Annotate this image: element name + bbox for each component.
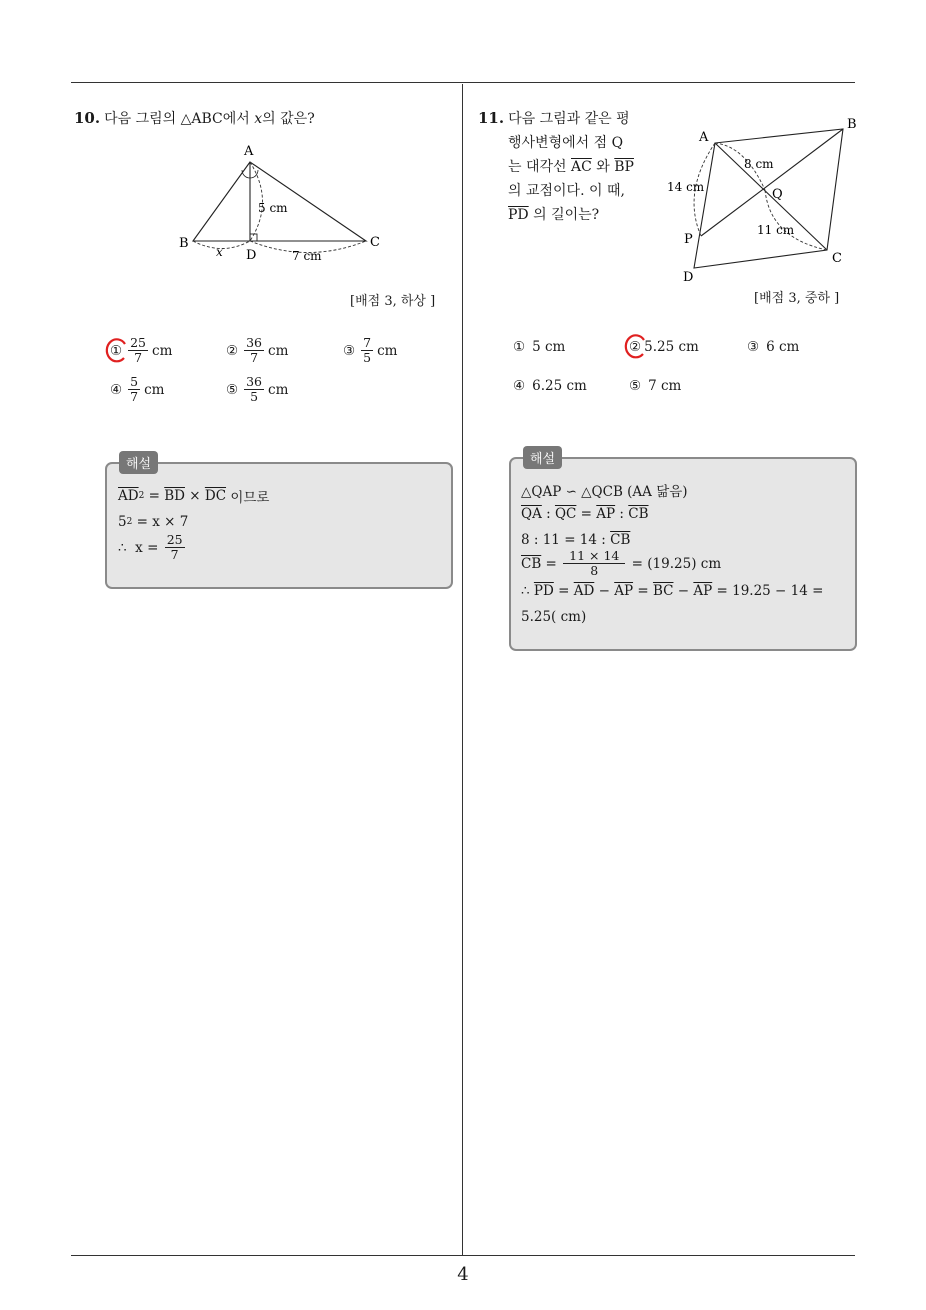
q11-fig-label-p: P [684,232,693,247]
q11-solution-line-5: ∴ $\overline{PD}$ = $\overline{AD}$ − $\overline{AP}$ = $\overline{BC}$ − $\overline{AP}$ = 19.25 − 14 = [521,583,824,599]
q10-solution-line-3: ∴ x = $\frac{25}{7}$ [118,532,183,562]
q10-option-3[interactable]: ③ $\frac{7}{5}$ cm [343,335,398,365]
q11-selected-circle [623,332,649,360]
q10-option-2[interactable]: ② $\frac{36}{7}$ cm [226,335,289,365]
option-fraction: $\frac{7}{5}$ [363,335,372,365]
q11-fig-label-b: B [847,117,857,132]
option-fraction: $\frac{25}{7}$ [130,335,147,365]
q10-triangle-figure [170,140,400,270]
q10-option-5[interactable]: ⑤ $\frac{36}{5}$ cm [226,374,289,404]
q11-solution-line-4: $\overline{CB}$ = $\frac{11 \times 14}{8}$ = (19.25) cm [521,548,722,578]
q10-option-4[interactable]: ④ $\frac{5}{7}$ cm [110,374,165,404]
q11-solution-line-2: $\overline{QA}$ : $\overline{QC}$ = $\overline{AP}$ : $\overline{CB}$ [521,506,649,522]
option-fraction: $\frac{36}{7}$ [246,335,263,365]
top-rule [71,82,855,83]
option-fraction: $\frac{5}{7}$ [130,374,139,404]
q10-number: 10. [74,109,101,127]
q11-option-3[interactable]: ③ 6 cm [747,339,800,355]
q11-fig-label-a: A [699,130,709,145]
column-divider [462,84,463,1256]
q10-option-1[interactable]: ① $\frac{25}{7}$ cm [110,335,173,365]
q10-solution-line-1: $\overline{AD}$ 2 = $\overline{BD}$ × $\overline{DC}$ 이므로 [118,488,270,506]
q10-fig-label-bd: x [216,245,223,259]
q10-fig-label-d: D [246,248,257,263]
q11-solution-line-3: 8 : 11 = 14 : $\overline{CB}$ [521,532,631,548]
bottom-rule [71,1255,855,1256]
q11-fig-label-c: C [832,251,842,266]
option-mark: ② [226,342,239,359]
q11-fig-label-d: D [683,270,694,285]
option-mark: ③ [343,342,356,359]
q11-fig-label-q: Q [772,187,783,202]
q10-fig-label-a: A [244,144,254,159]
q11-option-1[interactable]: ① 5 cm [513,339,566,355]
q10-solution-tag: 해설 [119,451,158,474]
q10-selected-circle [104,336,130,364]
q10-fig-label-b: B [179,236,189,251]
q11-parallelogram-figure [660,110,870,290]
q11-option-2[interactable]: ② 5.25 cm [629,339,699,355]
q11-solution-line-1: △QAP ∽ △QCB (AA 닮음) [521,484,688,500]
q11-option-5[interactable]: ⑤ 7 cm [629,378,682,394]
q11-option-4[interactable]: ④ 6.25 cm [513,378,587,394]
option-mark: ⑤ [226,381,239,398]
q11-stem: 11. 다음 그림과 같은 평 행사변형에서 점 Q 는 대각선 $\overline{AC}$ 와 $\overline{BP}$ 의 교점이다. 이 때, $\overline{PD}$ 의 길이는? [478,109,634,223]
q10-fig-label-ad: 5 cm [258,201,288,215]
option-mark: ① [110,342,123,359]
q11-score: [배점 3, 중하 ] [754,291,840,306]
option-fraction: $\frac{36}{5}$ [246,374,263,404]
q11-fig-label-qc: 11 cm [757,223,795,237]
q10-fig-label-c: C [370,235,380,250]
q11-fig-label-aq: 8 cm [744,157,774,171]
q11-solution-tag: 해설 [523,446,562,469]
q10-score: [배점 3, 하상 ] [350,294,436,309]
q10-solution-line-2: 5 2 = x × 7 [118,514,189,530]
page-number: 4 [457,1264,469,1285]
q10-fig-label-dc: 7 cm [292,249,322,263]
q10-stem: 10. 다음 그림의 △ABC에서 x의 값은? [74,109,315,127]
q11-number: 11. [478,109,505,127]
q11-fig-label-ap: 14 cm [667,180,705,194]
option-mark: ④ [110,381,123,398]
q11-solution-line-6: 5.25( cm) [521,609,587,625]
